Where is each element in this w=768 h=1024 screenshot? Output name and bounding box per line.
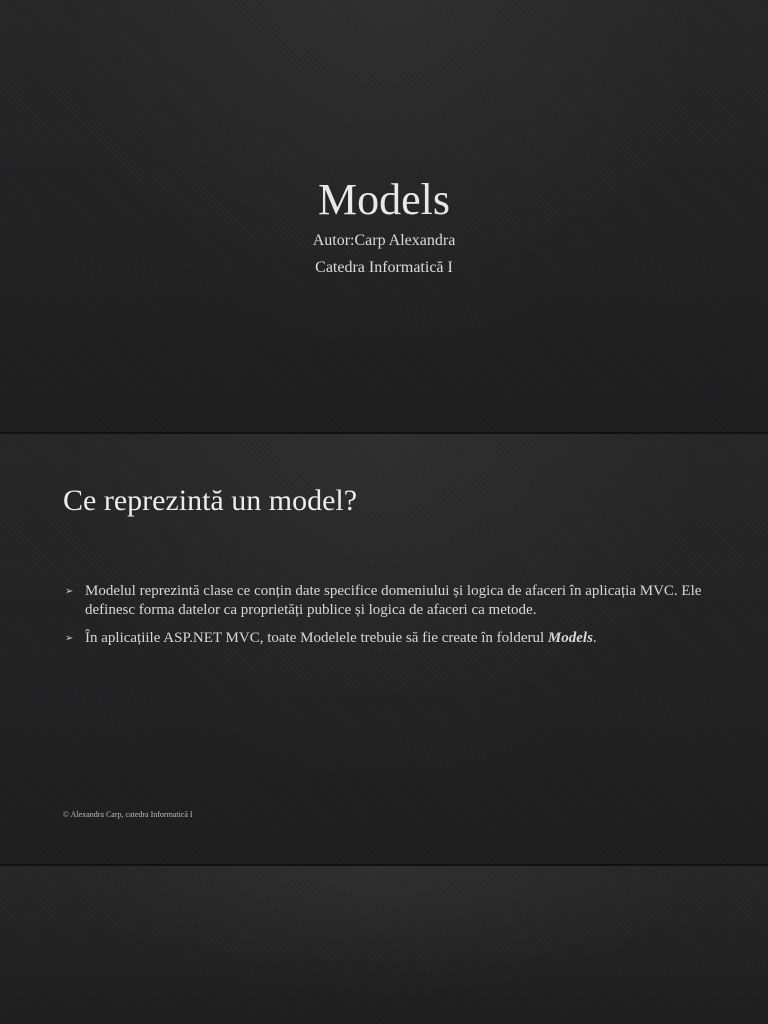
content-slide (0, 434, 768, 864)
slide-title: Models (318, 175, 450, 224)
bullet-text (85, 630, 597, 646)
bullet-text-after: . (592, 630, 597, 646)
bullet-text: Modelul reprezintă clase ce conțin date specifice domeniului și logica de afaceri în aplicația MVC. Ele definesc forma datelor ca proprietăți publice și logica de afaceri ca metode. (85, 583, 702, 618)
title-slide (0, 0, 768, 432)
department-line: Catedra Informatică I (315, 259, 453, 276)
author-line: Autor:Carp Alexandra (312, 232, 456, 249)
models-emphasis: Models (547, 630, 593, 646)
slide-heading: Ce reprezintă un model? (63, 484, 358, 517)
bullet-arrow-icon: ➢ (65, 633, 74, 644)
bullet-item (63, 629, 703, 648)
bullet-item (63, 582, 703, 620)
bullet-list (63, 582, 703, 657)
bullet-text-before: În aplicațiile ASP.NET MVC, toate Modelele trebuie să fie create în folderul (85, 630, 548, 646)
slide-footer: © Alexandra Carp, catedra Informatică I (63, 810, 193, 819)
bullet-arrow-icon: ➢ (65, 586, 74, 597)
next-slide-partial (0, 866, 768, 1024)
